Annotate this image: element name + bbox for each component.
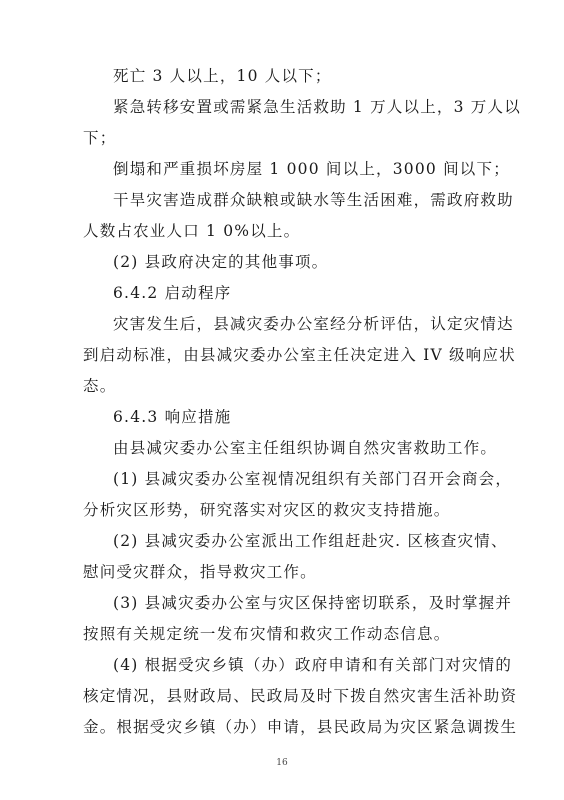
text-line: 态。 [83, 377, 117, 395]
text-line: 下； [83, 129, 117, 147]
text-line: 到启动标准，由县减灾委办公室主任决定进入 IV 级响应状 [83, 346, 516, 364]
text-line: 干旱灾害造成群众缺粮或缺水等生活困难，需政府救助 [113, 191, 514, 209]
text-line: 分析灾区形势，研究落实对灾区的救灾支持措施。 [83, 501, 451, 519]
text-line: (2) 县减灾委办公室派出工作组赶赴灾. 区核查灾情、 [113, 532, 508, 550]
section-heading: 6.4.2 启动程序 [113, 284, 232, 302]
page-number: 16 [276, 758, 288, 768]
text-line: 紧急转移安置或需紧急生活救助 1 万人以上，3 万人以 [113, 98, 521, 116]
text-line: 人数占农业人口 1 0%以上。 [83, 222, 301, 240]
text-line: (3) 县减灾委办公室与灾区保持密切联系，及时掌握并 [113, 594, 513, 612]
section-heading: 6.4.3 响应措施 [113, 408, 232, 426]
text-line: (1) 县减灾委办公室视情况组织有关部门召开会商会， [113, 470, 513, 488]
text-line: 金。根据受灾乡镇（办）申请，县民政局为灾区紧急调拨生 [83, 718, 518, 736]
text-line: 倒塌和严重损坏房屋 1 000 间以上，3000 间以下； [113, 160, 510, 178]
text-line: 核定情况，县财政局、民政局及时下拨自然灾害生活补助资 [83, 687, 518, 705]
text-line: 灾害发生后，县减灾委办公室经分析评估，认定灾情达 [113, 315, 514, 333]
text-line: 死亡 3 人以上，10 人以下； [113, 67, 332, 85]
text-line: (4) 根据受灾乡镇（办）政府申请和有关部门对灾情的 [113, 656, 513, 674]
text-line: 慰问受灾群众，指导救灾工作。 [83, 563, 317, 581]
text-line: 按照有关规定统一发布灾情和救灾工作动态信息。 [83, 625, 451, 643]
text-line: 由县减灾委办公室主任组织协调自然灾害救助工作。 [113, 439, 498, 457]
text-line: (2) 县政府决定的其他事项。 [113, 253, 329, 271]
